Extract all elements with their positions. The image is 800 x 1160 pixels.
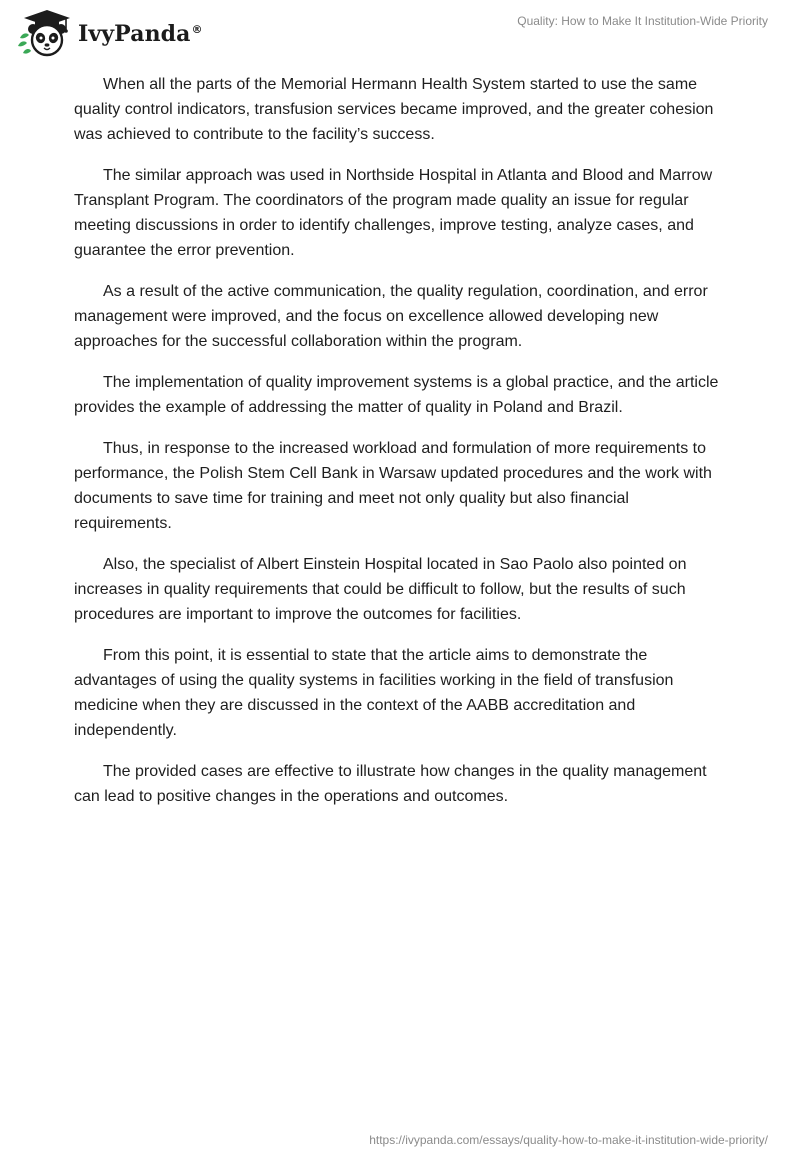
- essay-body: [74, 72, 730, 825]
- paragraph: Thus, in response to the increased workload and formulation of more requirements to performance, the Polish Stem Cell Bank in Warsaw updated procedures and the work with documents to save time for training and meet not only quality but also financial requirements.: [74, 440, 712, 532]
- ivypanda-logo[interactable]: [14, 8, 203, 58]
- brand-name: IvyPanda®: [78, 21, 203, 47]
- paragraph: The implementation of quality improvement systems is a global practice, and the article provides the example of addressing the matter of quality in Poland and Brazil.: [74, 374, 719, 416]
- document-title: Quality: How to Make It Institution-Wide Priority: [517, 14, 768, 28]
- panda-graduate-icon: [14, 8, 76, 58]
- paragraph: The provided cases are effective to illustrate how changes in the quality management can lead to positive changes in the operations and outcomes.: [74, 763, 707, 805]
- paragraph: Also, the specialist of Albert Einstein Hospital located in Sao Paolo also pointed on increases in quality requirements that could be difficult to follow, but the results of such procedures are important to improve the outcomes for facilities.: [74, 556, 687, 623]
- source-url: https://ivypanda.com/essays/quality-how-to-make-it-institution-wide-priority/: [369, 1133, 768, 1147]
- paragraph: As a result of the active communication, the quality regulation, coordination, and error management were improved, and the focus on excellence allowed developing new approaches for the successful collaboration within the program.: [74, 283, 708, 350]
- paragraph: When all the parts of the Memorial Hermann Health System started to use the same quality control indicators, transfusion services became improved, and the greater cohesion was achieved to contribute to the facility’s success.: [74, 76, 714, 143]
- page-header: [0, 0, 800, 60]
- paragraph: From this point, it is essential to state that the article aims to demonstrate the advantages of using the quality systems in facilities working in the field of transfusion medicine when they are discussed in the context of the AABB accreditation and independently.: [74, 647, 674, 739]
- paragraph: The similar approach was used in Northside Hospital in Atlanta and Blood and Marrow Transplant Program. The coordinators of the program made quality an issue for regular meeting discussions in order to identify challenges, improve testing, analyze cases, and guarantee the error prevention.: [74, 167, 713, 259]
